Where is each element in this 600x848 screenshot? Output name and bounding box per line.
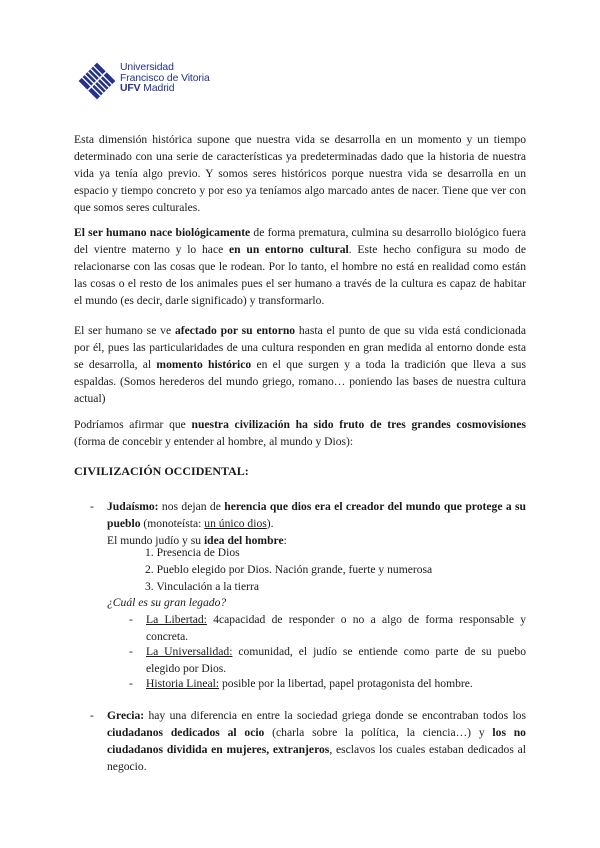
ufv-logo [78, 60, 238, 104]
bullet-dash: - [90, 500, 94, 513]
logo-line-3: UFV Madrid [120, 83, 175, 95]
legado-historia-lineal: Historia Lineal: posible por la libertad, papel protagonista del hombre. [146, 677, 473, 690]
grecia-paragraph: Grecia: hay una diferencia en entre la sociedad griega donde se encontraban todos los ciudadanos dedicados al ocio (charla sobre la política, la ciencia…) y los no ciudadanos dividida en mujeres, extranjeros, esclavos los cuales estaban dedicados al negocio. [107, 709, 526, 773]
logo-line-2: Francisco de Vitoria [120, 72, 210, 84]
legado-universalidad: La Universalidad: comunidad, el judío se entiende como parte de su puebo elegido por Dios. [146, 645, 526, 675]
paragraph-environment: El ser humano se ve afectado por su entorno hasta el punto de que su vida está condicionada por él, pues las particularidades de una cultura responden en gran medida al entorno donde esta se desarrolla, al momento histórico en el que surgen y a toda la tradición que lleva a sus espaldas. (Somos herederos del mundo griego, romano… poniendo las bases de nuestra cultura actual) [74, 324, 526, 405]
logo-wordmark [120, 63, 210, 95]
numbered-item: 1. Presencia de Dios [145, 546, 240, 559]
legado-libertad: La Libertad: 4capacidad de responder o no a algo de forma responsable y concreta. [146, 613, 527, 643]
judaismo-idea-line: El mundo judío y su idea del hombre: [107, 534, 287, 547]
judaismo-paragraph: Judaísmo: nos dejan de herencia que dios era el creador del mundo que protege a su pueblo (monoteísta: un único dios). [107, 500, 526, 530]
section-heading: CIVILIZACIÓN OCCIDENTAL: [74, 464, 249, 478]
bullet-dash: - [129, 613, 133, 626]
legado-question: ¿Cuál es su gran legado? [107, 596, 227, 609]
bullet-dash: - [129, 645, 133, 658]
ufv-emblem-icon [78, 62, 116, 100]
paragraph-three-worldviews: Podríamos afirmar que nuestra civilización ha sido fruto de tres grandes cosmovisiones (forma de concebir y entender al hombre, al mundo y Dios): [74, 418, 526, 448]
logo-line-1: Universidad [120, 62, 174, 73]
numbered-item: 3. Vinculación a la tierra [145, 580, 260, 593]
paragraph-historical-dimension: Esta dimensión histórica supone que nuestra vida se desarrolla en un momento y un tiempo determinado con una serie de características ya predeterminadas dado que la historia de nuestra vida ya tenía algo previo. Y somos seres históricos porque nuestra vida se desarrolla en un espacio y tiempo concreto y por eso ya teníamos algo marcado antes de nacer. Tiene que ver con que somos seres culturales. [74, 133, 526, 214]
bullet-dash: - [129, 677, 133, 690]
bullet-dash: - [90, 709, 94, 722]
numbered-item: 2. Pueblo elegido por Dios. Nación grande, fuerte y numerosa [145, 563, 433, 576]
paragraph-biological-birth: El ser humano nace biológicamente de forma prematura, culmina su desarrollo biológico fuera del vientre materno y lo hace en un entorno cultural. Este hecho configura su modo de relacionarse con las cosas que le rodean. Por lo tanto, el hombre no está en realidad como están las cosas o el resto de los animales pues el ser humano a través de la cultura es capaz de habitar el mundo (es decir, darle significado) y transformarlo. [74, 226, 526, 307]
